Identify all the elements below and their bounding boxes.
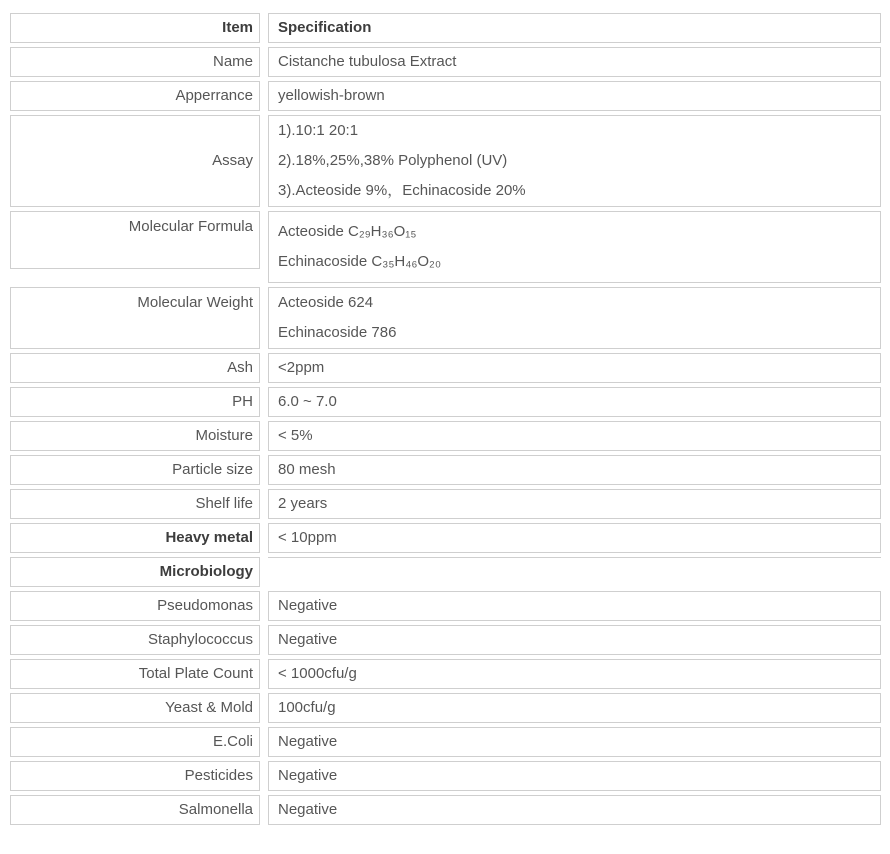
spec-cell [268, 287, 881, 349]
table-row [10, 455, 881, 485]
item-label: Molecular Weight [137, 294, 253, 311]
spec-line: Negative [278, 631, 338, 648]
spec-line: 2 years [278, 495, 328, 512]
spec-line: Echinacoside 786 [278, 324, 397, 341]
spec-line: Cistanche tubulosa Extract [278, 53, 457, 70]
table-body [10, 47, 881, 825]
spec-cell [268, 795, 881, 825]
spec-cell [268, 727, 881, 757]
table-header-row [10, 13, 881, 43]
item-label: Microbiology [159, 563, 253, 580]
table-row [10, 81, 881, 111]
spec-line: Acteoside 624 [278, 294, 374, 311]
item-label: Particle size [172, 461, 253, 478]
table-row [10, 115, 881, 207]
spec-line: 100cfu/g [278, 699, 336, 716]
item-cell [10, 81, 260, 111]
item-cell [10, 523, 260, 553]
item-label: Salmonella [178, 801, 253, 818]
item-label: Pseudomonas [157, 597, 253, 614]
spec-cell [268, 523, 881, 553]
item-label: Molecular Formula [128, 218, 253, 235]
table-row [10, 47, 881, 77]
table-row [10, 795, 881, 825]
item-cell [10, 353, 260, 383]
spec-line: Negative [278, 801, 338, 818]
table-row [10, 659, 881, 689]
item-cell [10, 387, 260, 417]
item-label: Shelf life [195, 495, 253, 512]
item-cell [10, 287, 260, 349]
item-label: Pesticides [184, 767, 253, 784]
item-cell [10, 591, 260, 621]
spec-line: Negative [278, 767, 338, 784]
spec-cell [268, 81, 881, 111]
table-row [10, 523, 881, 553]
item-cell [10, 421, 260, 451]
spec-cell [268, 421, 881, 451]
item-label: Yeast & Mold [165, 699, 253, 716]
table-row [10, 591, 881, 621]
spec-line: 6.0 ~ 7.0 [278, 393, 337, 410]
spec-cell [268, 115, 881, 207]
item-cell [10, 557, 260, 587]
spec-line: Negative [278, 733, 338, 750]
spec-cell [268, 489, 881, 519]
item-label: PH [232, 393, 253, 410]
spec-cell [268, 387, 881, 417]
spec-line: < 10ppm [278, 529, 337, 546]
item-cell [10, 47, 260, 77]
spec-line: yellowish-brown [278, 87, 385, 104]
table-row [10, 421, 881, 451]
spec-line: < 1000cfu/g [278, 665, 357, 682]
item-cell [10, 659, 260, 689]
spec-line: 2).18%,25%,38% Polyphenol (UV) [278, 152, 508, 169]
table-row [10, 211, 881, 283]
spec-line: 1).10:1 20:1 [278, 122, 359, 139]
table-row [10, 727, 881, 757]
header-spec-label: Specification [278, 19, 372, 36]
spec-line: 3).Acteoside 9%，Echinacoside 20% [278, 182, 526, 199]
table-row [10, 557, 881, 587]
spec-cell [268, 557, 881, 587]
table-row [10, 625, 881, 655]
table-row [10, 489, 881, 519]
table-row [10, 693, 881, 723]
item-cell [10, 115, 260, 207]
spec-cell [268, 455, 881, 485]
item-cell [10, 489, 260, 519]
table-row [10, 353, 881, 383]
spec-cell [268, 353, 881, 383]
spec-line: Acteoside C₂₉H₃₆O₁₅ [278, 223, 417, 240]
item-label: Total Plate Count [138, 665, 253, 682]
item-label: Name [212, 53, 253, 70]
spec-cell [268, 211, 881, 283]
spec-cell [268, 47, 881, 77]
spec-line: Negative [278, 597, 338, 614]
spec-cell [268, 659, 881, 689]
item-label: Staphylococcus [147, 631, 253, 648]
table-row [10, 387, 881, 417]
spec-line: Echinacoside C₃₅H₄₆O₂₀ [278, 253, 442, 270]
spec-cell [268, 591, 881, 621]
header-item-cell [10, 13, 260, 43]
item-label: Ash [227, 359, 253, 376]
item-label: Apperrance [175, 87, 253, 104]
item-cell [10, 795, 260, 825]
item-cell [10, 693, 260, 723]
table-row [10, 761, 881, 791]
spec-table [10, 13, 881, 825]
header-spec-cell [268, 13, 881, 43]
item-cell [10, 761, 260, 791]
item-label: Heavy metal [165, 529, 253, 546]
item-cell [10, 211, 260, 269]
item-label: Moisture [195, 427, 253, 444]
item-cell [10, 625, 260, 655]
item-cell [10, 455, 260, 485]
spec-line: 80 mesh [278, 461, 336, 478]
item-cell [10, 727, 260, 757]
spec-line: < 5% [278, 427, 313, 444]
item-label: Assay [212, 152, 253, 169]
item-label: E.Coli [212, 733, 253, 750]
header-item-label: Item [222, 19, 253, 36]
spec-cell [268, 761, 881, 791]
spec-cell [268, 693, 881, 723]
spec-line: <2ppm [278, 359, 325, 376]
spec-cell [268, 625, 881, 655]
table-row [10, 287, 881, 349]
